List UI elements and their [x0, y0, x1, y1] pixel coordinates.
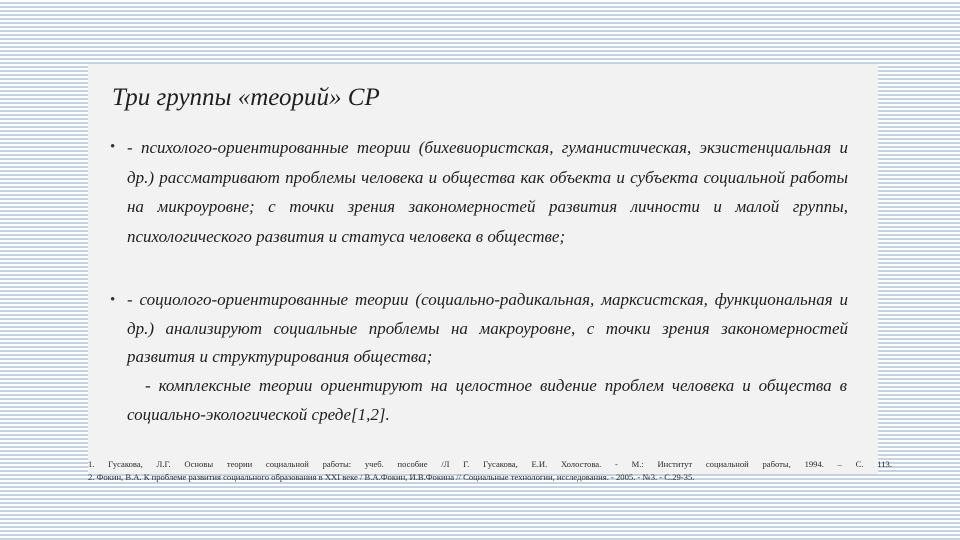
bullet-item-sociological: [110, 286, 848, 372]
reference-item: 1. Гусакова, Л.Г. Основы теории социальной работы: учеб. пособие /Л Г. Гусакова, Е.И. Холостова. - М.: Институт социальной работы, 1994. – С. 113.: [88, 459, 892, 469]
bullet-item-psychological: [110, 133, 848, 251]
bullet-text: - психолого-ориентированные теории (бихевиористская, гуманистическая, экзистенциальная и др.) рассматривают проблемы человека и общества как объекта и субъекта социальной работы на микроуровне; с точки зрения закономерностей развития личности и малой группы, психологического развития и статуса человека в обществе;: [127, 138, 848, 246]
bullet-marker: •: [110, 292, 116, 308]
references: [88, 458, 892, 484]
slide-title: Три группы «теорий» СР: [112, 84, 380, 111]
reference-item: 2. Фокин, В.А. К проблеме развития социального образования в XXI веке / В.А.Фокин, И.В.Фокина // Социальные технологии, исследования. - 2005. - №3. - С.29-35.: [88, 472, 695, 482]
bullet-marker: •: [110, 139, 116, 155]
bullet-text: - социолого-ориентированные теории (социально-радикальная, марксистская, функциональная и др.) анализируют социальные проблемы на макроуровне, с точки зрения закономерностей развития и структурирования общества;: [127, 290, 848, 367]
complex-theories-paragraph: - комплексные теории ориентируют на целостное видение проблем человека и общества в социально-экологической среде[1,2].: [127, 376, 847, 424]
